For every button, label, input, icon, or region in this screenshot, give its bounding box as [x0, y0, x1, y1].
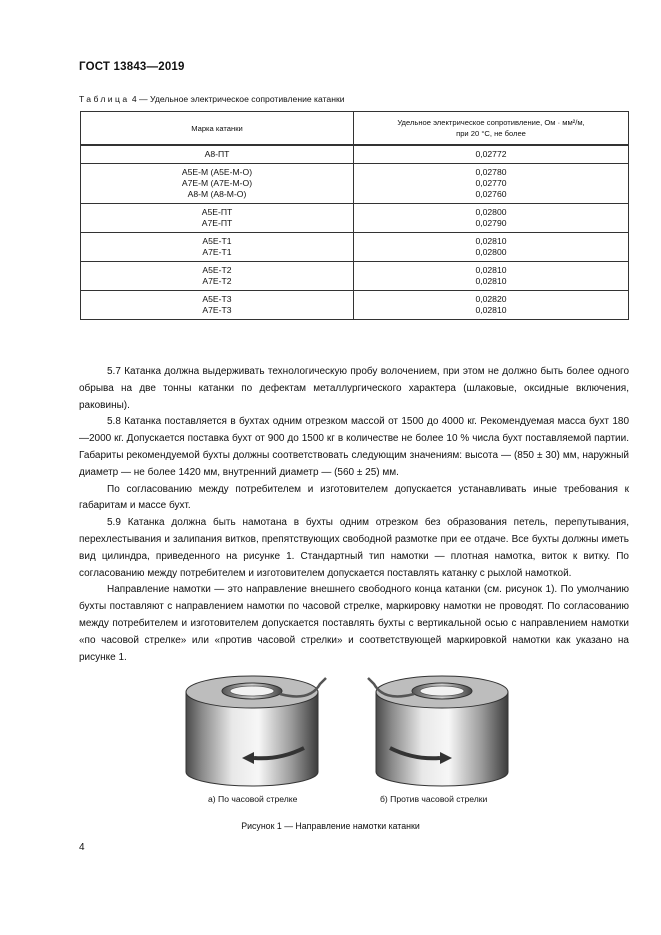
paragraph-winding-direction: Направление намотки — это направление внешнего свободного конца катанки (см. рисунок 1). По умолчанию бухты поставляют с направлением намотки по часовой стрелке, маркировку намотки не проводят. По согласованию между потребителем и изготовителем допускается поставлять бухты с вертикальной осью с направлением намотки «по часовой стрелке» или «против часовой стрелки» и соответствующей маркировкой намотки как указано на рисунке 1.: [79, 584, 629, 663]
body-text: [79, 364, 629, 666]
resistance-cell: [354, 164, 629, 204]
table-caption-label: Таблица: [79, 94, 130, 104]
resistance-cell: [354, 233, 629, 262]
resistance-value: 0,02810: [475, 236, 507, 246]
figure-caption: Рисунок 1 — Направление намотки катанки: [241, 821, 420, 831]
resistance-value: 0,02810: [475, 305, 507, 315]
resistance-value: 0,02790: [475, 218, 507, 228]
column-header-resistance: [354, 112, 629, 146]
grade-value: А8-М (А8-М-О): [187, 189, 247, 199]
resistance-value: 0,02770: [475, 178, 507, 188]
column-header-grade: Марка катанки: [81, 112, 354, 146]
grade-cell: [81, 145, 354, 164]
grade-value: А5Е-ПТ: [201, 207, 233, 217]
resistance-cell: [354, 262, 629, 291]
grade-value: А5Е-М (А5Е-М-О): [181, 167, 253, 177]
grade-cell: [81, 233, 354, 262]
resistance-cell: [354, 145, 629, 164]
table-row: [81, 233, 629, 262]
table-caption-title: 4 — Удельное электрическое сопротивление катанки: [129, 94, 345, 104]
resistance-table: [80, 111, 629, 320]
figure-caption-b: б) Против часовой стрелки: [380, 794, 488, 804]
grade-cell: [81, 262, 354, 291]
paragraph-5-8-note: По согласованию между потребителем и изготовителем допускается устанавливать иные требования к габаритам и массе бухт.: [79, 483, 629, 512]
resistance-cell: [354, 204, 629, 233]
grade-cell: [81, 291, 354, 320]
page-number: 4: [79, 842, 85, 853]
grade-value: А7Е-Т3: [202, 305, 232, 315]
document-header: ГОСТ 13843—2019: [79, 61, 185, 73]
column-header-resistance-line1: Удельное электрическое сопротивление, Ом · мм²/м,: [397, 118, 585, 127]
grade-value: А7Е-ПТ: [201, 218, 233, 228]
table-header-row: [81, 112, 629, 146]
coil-clockwise: [186, 676, 326, 786]
grade-value: А5Е-Т3: [202, 294, 232, 304]
table-row: [81, 262, 629, 291]
grade-value: А5Е-Т1: [202, 236, 232, 246]
coil-figure: [180, 664, 540, 794]
resistance-cell: [354, 291, 629, 320]
coil-counterclockwise: [368, 676, 508, 786]
paragraph-5-7: 5.7 Катанка должна выдерживать технологическую пробу волочением, при этом не должно быть более одного обрыва на две тонны катанки по дефектам металлургического характера (шлаковые, оксидные включения, раковины).: [79, 366, 629, 411]
grade-value: А7Е-Т1: [202, 247, 232, 257]
paragraph-5-9: 5.9 Катанка должна быть намотана в бухты одним отрезком без образования петель, перепутывания, перехлестывания и залипания витков, препятствующих свободной размотке при ее отдаче. Все бухты должны иметь вид цилиндра, приведенного на рисунке 1. Стандартный тип намотки — плотная намотка, виток к витку. По согласованию между потребителем и изготовителем допускается поставлять катанку с рыхлой намоткой.: [79, 517, 629, 579]
table-row: [81, 145, 629, 164]
resistance-value: 0,02800: [475, 207, 507, 217]
grade-cell: [81, 204, 354, 233]
resistance-value: 0,02760: [475, 189, 507, 199]
resistance-value: 0,02800: [475, 247, 507, 257]
grade-cell: [81, 164, 354, 204]
table-caption: [79, 94, 345, 104]
grade-value: А5Е-Т2: [202, 265, 232, 275]
column-header-resistance-line2: при 20 °С, не более: [456, 129, 526, 138]
grade-value: А7Е-Т2: [202, 276, 232, 286]
resistance-value: 0,02772: [475, 149, 507, 159]
resistance-value: 0,02810: [475, 276, 507, 286]
table-row: [81, 164, 629, 204]
grade-value: А7Е-М (А7Е-М-О): [181, 178, 253, 188]
table-row: [81, 291, 629, 320]
resistance-value: 0,02810: [475, 265, 507, 275]
figure-caption-a: а) По часовой стрелке: [208, 794, 298, 804]
table-row: [81, 204, 629, 233]
paragraph-5-8: 5.8 Катанка поставляется в бухтах одним отрезком массой от 1500 до 4000 кг. Рекомендуемая масса бухт 180—2000 кг. Допускается поставка бухт от 900 до 1500 кг в количестве не более 10 % числа бухт поставляемой партии. Габариты рекомендуемой бухты должны соответствовать следующим значениям: высота — (850 ± 30) мм, наружный диаметр — не более 1420 мм, внутренний диаметр — (560 ± 25) мм.: [79, 416, 629, 478]
grade-value: А8-ПТ: [204, 149, 230, 159]
resistance-value: 0,02820: [475, 294, 507, 304]
resistance-value: 0,02780: [475, 167, 507, 177]
